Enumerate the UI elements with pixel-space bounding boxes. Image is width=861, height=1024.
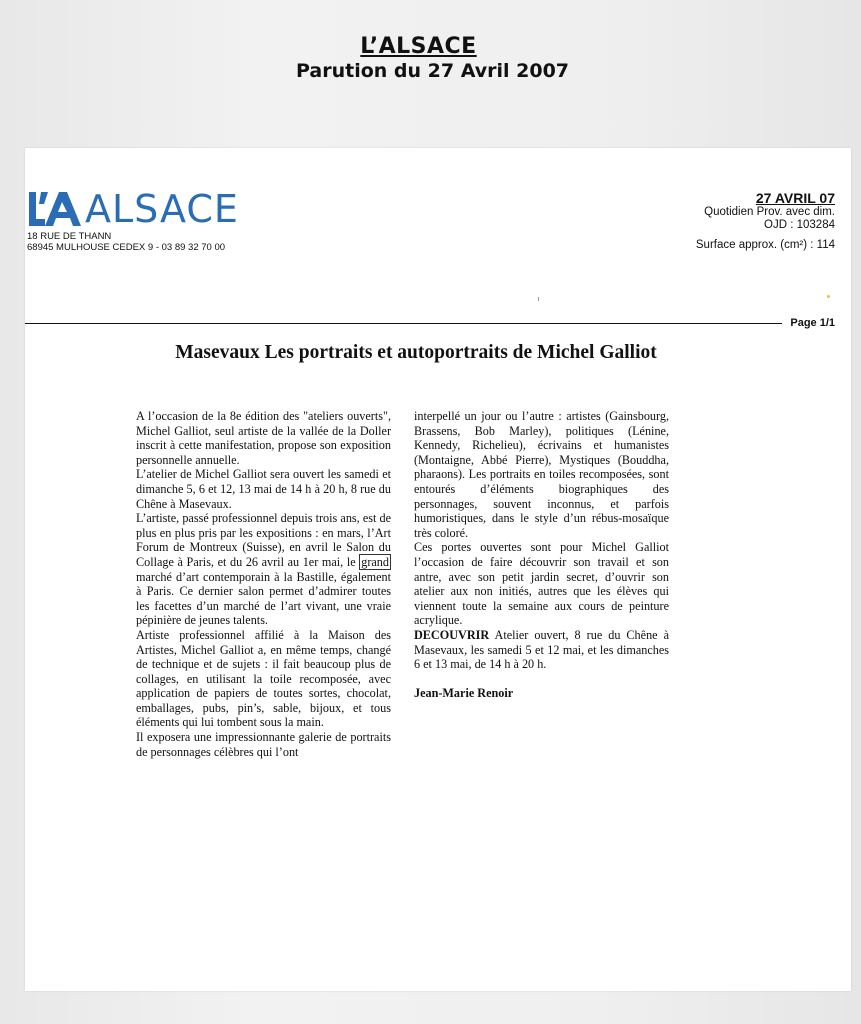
paragraph: L’atelier de Michel Galliot sera ouvert les samedi et dimanche 5, 6 et 12, 13 mai de 14 h à 20 h, 8 rue du Chêne à Masevaux. xyxy=(136,467,391,511)
scan-mark xyxy=(538,297,539,301)
paragraph-text: L’artiste, passé professionnel depuis trois ans, est de plus en plus pris par les expositions : en mars, l’Art Forum de Montreux (Suisse), en avril le Salon du Collage à Paris, et du 26 avril au 1er mai, le xyxy=(136,511,391,569)
article-column-right xyxy=(414,409,669,700)
ojd-count: OJD : 103284 xyxy=(764,219,835,231)
paragraph-text: marché d’art contemporain à la Bastille, également à Paris. Ce dernier salon permet d’admirer toutes les facettes d’un marché de l’art vivant, une vraie pépinière de jeunes talents. xyxy=(136,569,391,628)
paragraph: A l’occasion de la 8e édition des "ateliers ouverts", Michel Galliot, seul artiste de la vallée de la Doller inscrit à cette manifestation, propose son exposition personnelle annuelle. xyxy=(136,409,391,467)
article-title: Masevaux Les portraits et autoportraits de Michel Galliot xyxy=(175,342,657,363)
paragraph xyxy=(136,511,391,628)
author-signature: Jean-Marie Renoir xyxy=(414,685,514,700)
clipping-meta xyxy=(696,190,835,251)
surface-area: Surface approx. (cm²) : 114 xyxy=(695,239,835,251)
document-header xyxy=(0,34,861,82)
publication-date: Parution du 27 Avril 2007 xyxy=(295,60,570,82)
paragraph: Artiste professionnel affilié à la Maison des Artistes, Michel Galliot a, en même temps, changé de technique et de sujets : il fait beaucoup plus de collages, en utilisant la toile recomposée, avec application de papiers de toutes sortes, chocolat, emballages, pubs, pin’s, sable, bijoux, et tous éléments qui lui tombent sous la main. xyxy=(136,627,391,730)
logo-mark-icon xyxy=(29,190,89,230)
header-rule xyxy=(25,323,782,324)
paragraph: Il exposera une impressionnante galerie de portraits de personnages célèbres qui l’ont xyxy=(136,730,391,759)
paragraph: Ces portes ouvertes sont pour Michel Galliot l’occasion de faire découvrir son travail et son antre, avec son petit jardin secret, d’ouvrir son atelier aux non initiés, autres que les élèves qui viennent toute la semaine aux cours de peinture acrylique. xyxy=(414,540,669,628)
publisher-address xyxy=(27,231,225,253)
logo-text: ALSACE xyxy=(85,187,239,231)
clipping-date: 27 AVRIL 07 xyxy=(755,190,835,206)
address-line: 18 RUE DE THANN xyxy=(27,231,112,242)
publication-type: Quotidien Prov. avec dim. xyxy=(704,206,835,218)
newspaper-title: L’ALSACE xyxy=(360,34,477,59)
scan-speck xyxy=(827,295,830,298)
paragraph xyxy=(414,628,669,672)
paragraph-lead: DECOUVRIR xyxy=(414,627,490,642)
alsace-logo xyxy=(29,187,239,231)
paragraph-text: Atelier ouvert, 8 rue du Chêne à Masevaux, les samedi 5 et 12 mai, et les dimanches 6 et 13 mai, de 14 h à 20 h. xyxy=(414,627,669,672)
boxed-word: grand xyxy=(361,554,389,569)
paragraph: interpellé un jour ou l’autre : artistes (Gainsbourg, Brassens, Bob Marley), politiques (Lénine, Kennedy, Richelieu), écrivains et humanistes (Montaigne, Abbé Pierre), Mystiques (Bouddha, pharaons). Les portraits en toiles recomposées, sont entourés d’éléments biographiques des personnages, souvent inconnus, et parfois humoristiques, dans le style d’un rébus-mosaïque très coloré. xyxy=(414,409,669,540)
address-line: 68945 MULHOUSE CEDEX 9 - 03 89 32 70 00 xyxy=(27,242,226,253)
article-column-left xyxy=(136,409,391,759)
page-number: Page 1/1 xyxy=(790,317,835,329)
